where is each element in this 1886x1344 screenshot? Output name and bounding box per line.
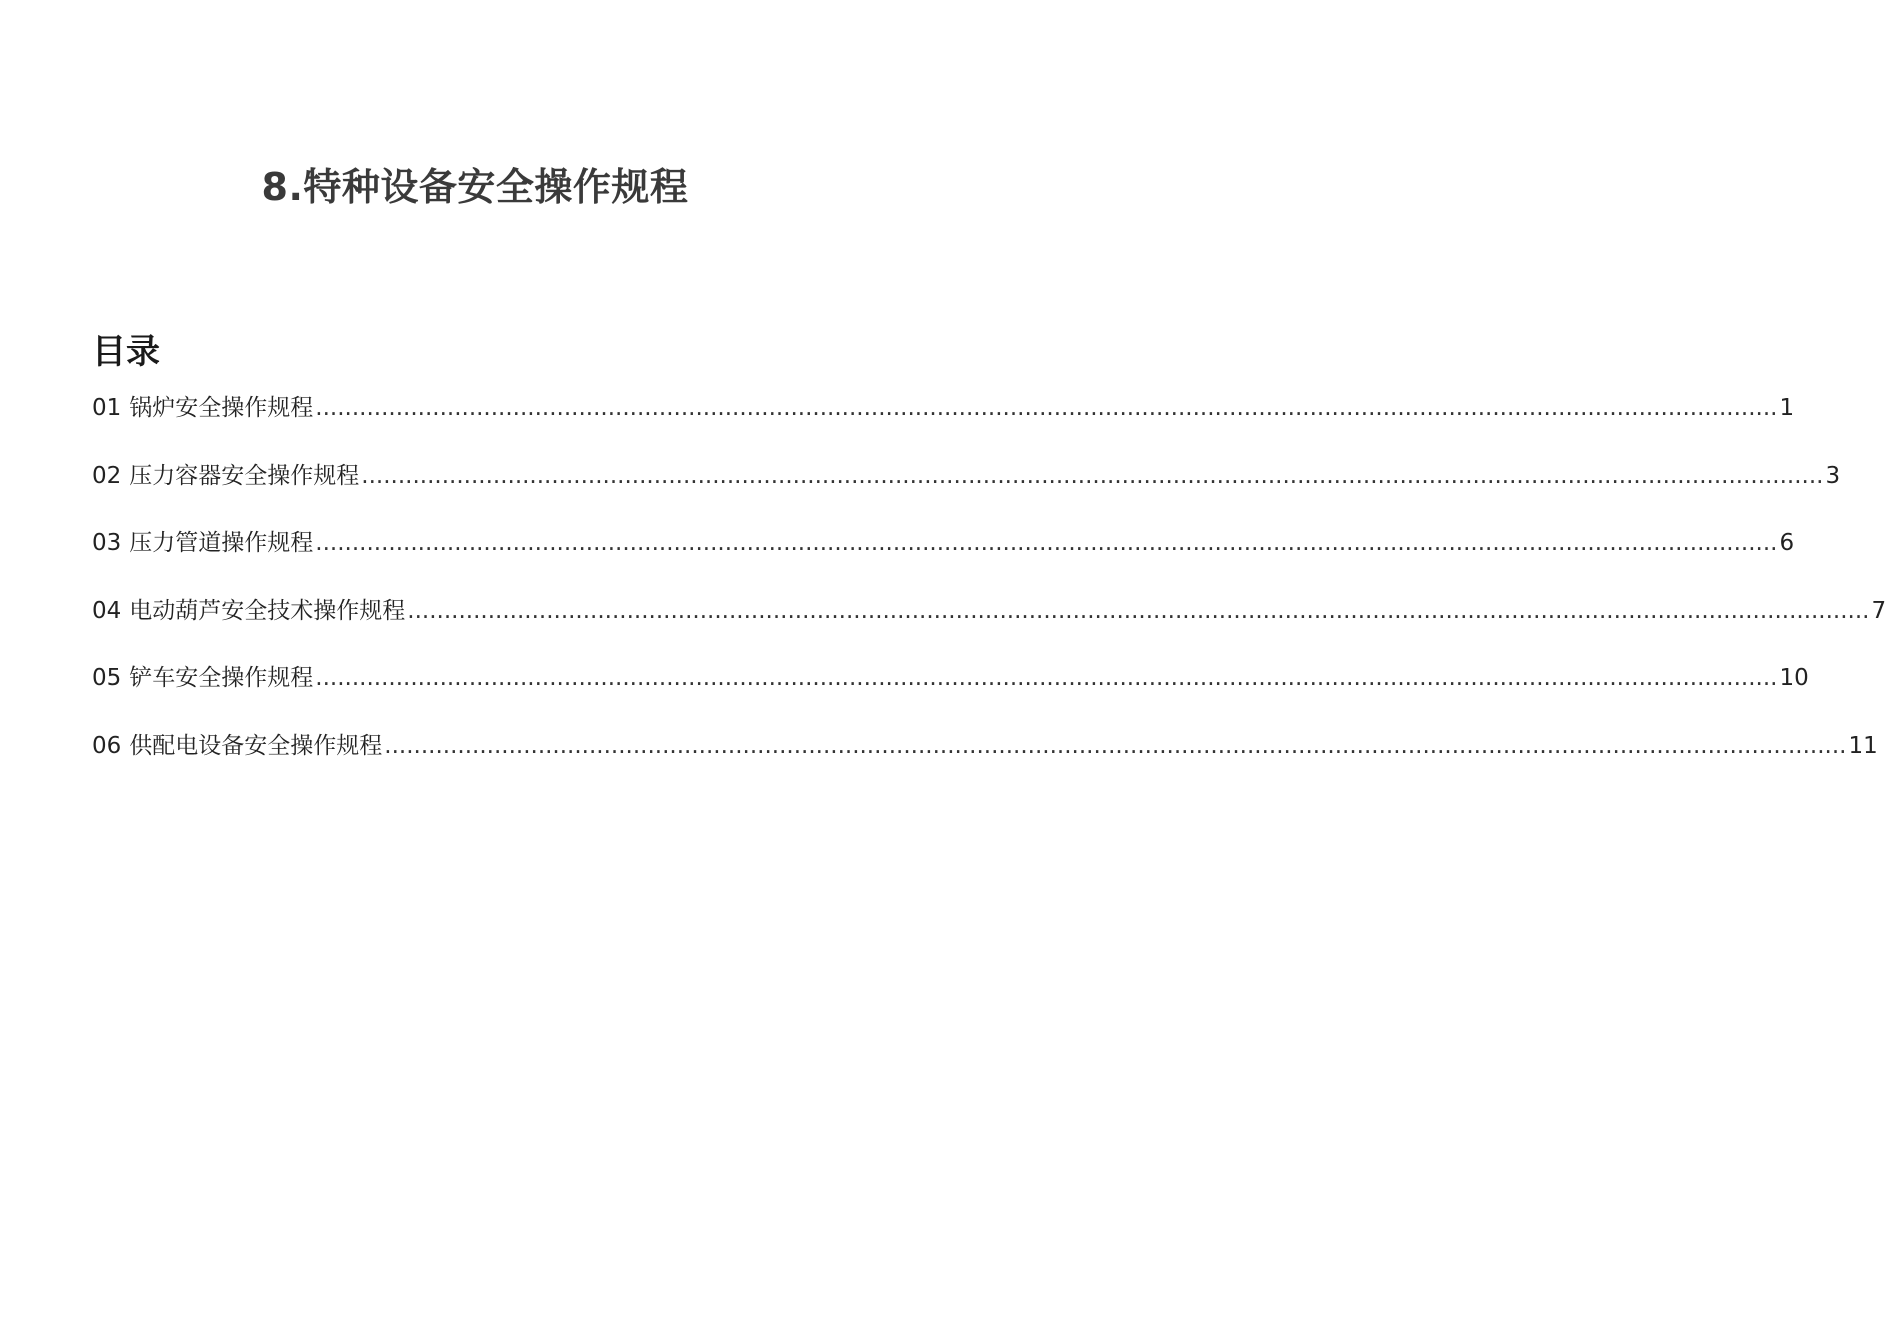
toc-dot-leader: ........................................................................................................................................................................................................ [315,395,1778,421]
toc-entry-number: 06 [92,732,122,759]
toc-entry-label: 电动葫芦安全技术操作规程 [129,597,406,624]
toc-dot-leader: ........................................................................................................................................................................................................ [315,530,1778,556]
toc-entry-label: 锅炉安全操作规程 [129,395,314,421]
toc-entry-number: 02 [92,462,122,489]
toc-entry-number: 04 [92,597,122,624]
toc-entry-page: 6 [1779,530,1795,556]
toc-dot-leader: ........................................................................................................................................................................................................ [407,597,1870,624]
toc-entry-label: 供配电设备安全操作规程 [129,732,383,759]
toc-heading: 目录 [92,332,160,373]
toc-entry-03[interactable] [92,525,1795,593]
toc-entry-number: 01 [92,395,122,421]
toc-entry-02[interactable] [92,458,1841,526]
toc-entry-06[interactable] [92,728,1878,796]
toc-entry-number: 05 [92,665,122,691]
toc-entry-05[interactable] [92,660,1809,728]
toc-entry-label: 压力管道操作规程 [129,530,314,556]
toc-entry-01[interactable] [92,390,1795,458]
table-of-contents [92,390,1886,795]
toc-entry-page: 11 [1848,732,1878,759]
toc-entry-04[interactable] [92,593,1886,661]
toc-entry-label: 铲车安全操作规程 [129,665,314,691]
toc-entry-page: 1 [1779,395,1795,421]
toc-entry-page: 10 [1779,665,1809,691]
toc-entry-page: 7 [1871,597,1886,624]
toc-dot-leader: ........................................................................................................................................................................................................ [361,462,1824,489]
toc-entry-page: 3 [1825,462,1841,489]
toc-entry-label: 压力容器安全操作规程 [129,462,360,489]
toc-dot-leader: ........................................................................................................................................................................................................ [315,665,1778,691]
toc-dot-leader: ........................................................................................................................................................................................................ [384,732,1847,759]
page-title: 8.特种设备安全操作规程 [261,165,689,210]
toc-entry-number: 03 [92,530,122,556]
